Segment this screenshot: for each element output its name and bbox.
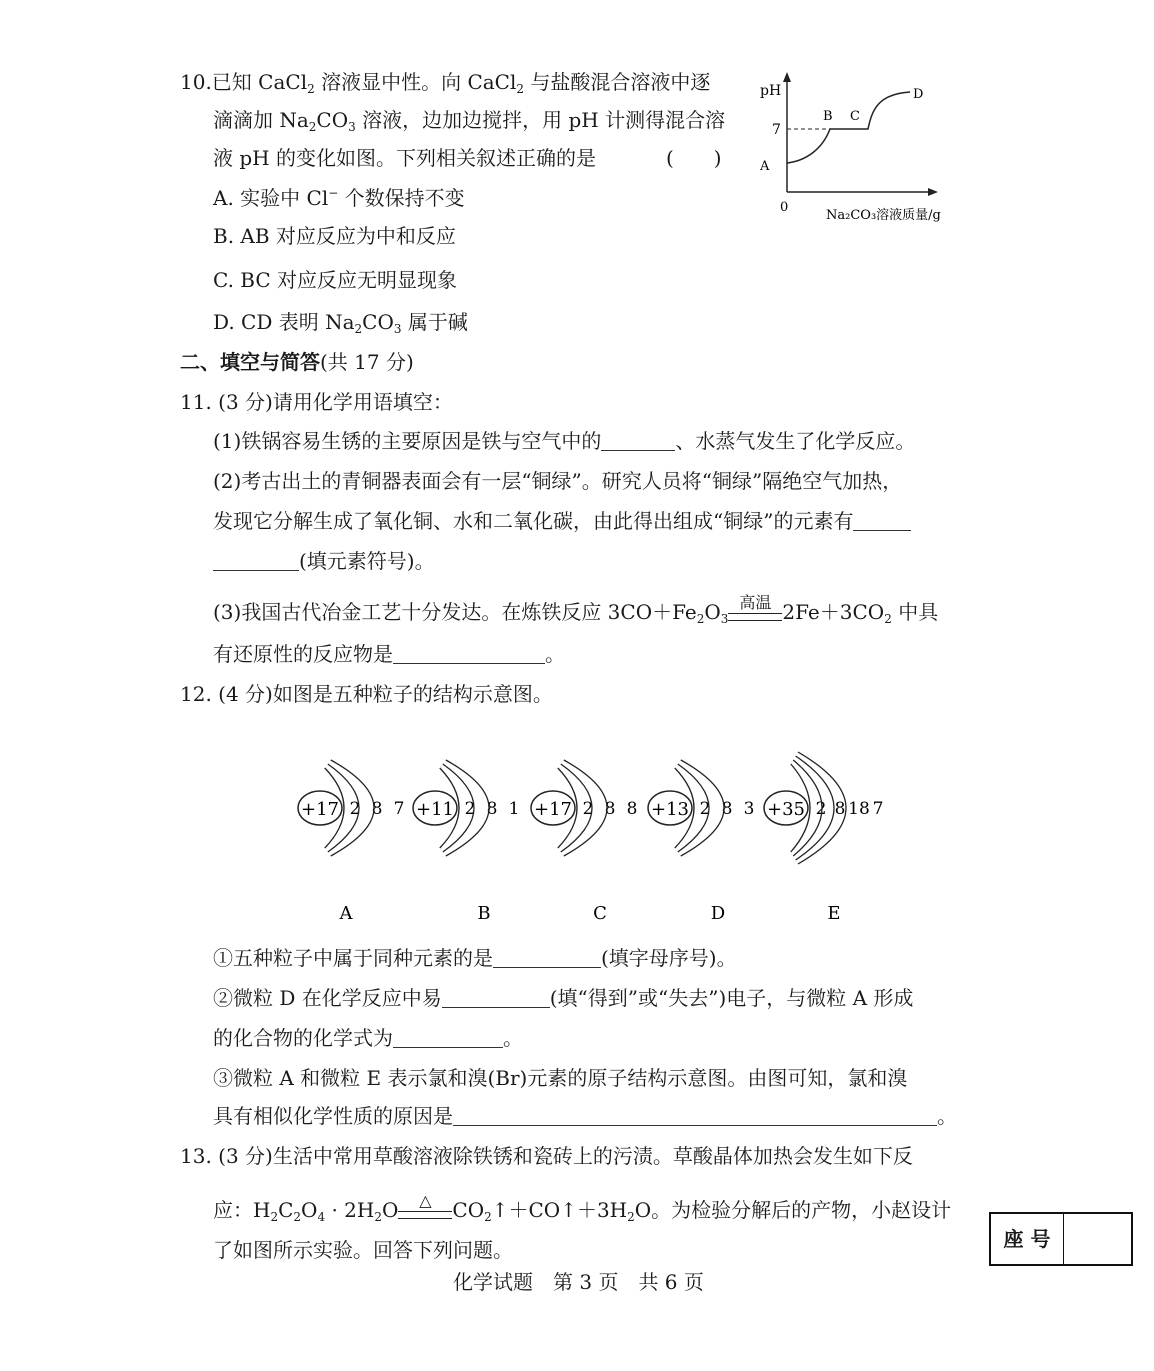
shell-electron-count: 2: [815, 799, 827, 819]
q11-p1: (1)铁锅容易生锈的主要原因是铁与空气中的 、水蒸气发生了化学反应。: [213, 429, 916, 453]
section-title: 二、填空与简答(共 17 分): [180, 350, 414, 374]
particle-b: [413, 760, 519, 924]
particle-label: E: [827, 903, 841, 924]
q11-p2-line3: (填元素符号)。: [213, 549, 435, 573]
ph-curve: [787, 92, 910, 163]
shell-electron-count: 7: [393, 799, 405, 819]
answer-blank[interactable]: [601, 430, 675, 451]
particle-label: B: [477, 903, 491, 924]
shell-electron-count: 8: [721, 799, 733, 819]
q13-line3: 了如图所示实验。回答下列问题。: [213, 1238, 513, 1262]
point-c-label: C: [850, 109, 860, 124]
q10-line2: 滴滴加 $Na_2CO_3$ 溶液，边加边搅拌，用 pH 计测得混合溶: [213, 108, 726, 134]
q13-line1: 13. (3 分)生活中常用草酸溶液除铁锈和瓷砖上的污渍。草酸晶体加热会发生如下反: [180, 1144, 913, 1168]
nucleus-charge: +35: [767, 799, 805, 820]
answer-paren: ( ): [666, 146, 722, 170]
seat-number-label: 座 号: [991, 1214, 1064, 1264]
shell-electron-count: 8: [604, 799, 616, 819]
option-a: A. 实验中 Cl− 个数保持不变: [213, 186, 465, 210]
answer-blank[interactable]: [493, 947, 601, 968]
seat-number-box: [989, 1212, 1133, 1266]
atomic-structure-diagrams: [290, 722, 910, 927]
particle-label: A: [339, 903, 353, 924]
shell-electron-count: 2: [464, 799, 476, 819]
q11-p3-line1: (3)我国古代冶金工艺十分发达。在炼铁反应 $3CO+Fe_2O_3$ 高温 $2Fe+3CO_2$ 中具: [213, 593, 939, 626]
ph7-label: 7: [772, 122, 781, 138]
q11-p2-line1: (2)考古出土的青铜器表面会有一层“铜绿”。研究人员将“铜绿”隔绝空气加热，: [213, 469, 903, 493]
q12-s3-line1: ③微粒 A 和微粒 E 表示氯和溴(Br)元素的原子结构示意图。由图可知，氯和溴: [213, 1066, 908, 1090]
option-b: B. AB 对应反应为中和反应: [213, 224, 456, 248]
q12-s3-line2: 具有相似化学性质的原因是 。: [213, 1104, 957, 1128]
reaction-condition-equals: △: [398, 1207, 452, 1219]
nucleus-charge: +11: [416, 799, 454, 820]
x-axis-label: Na₂CO₃溶液质量/g: [826, 208, 941, 223]
y-axis-label: pH: [760, 83, 782, 99]
point-a-label: A: [760, 159, 770, 174]
shell-electron-count: 7: [872, 799, 884, 819]
shell-electron-count: 3: [743, 799, 755, 819]
shell-electron-count: 8: [371, 799, 383, 819]
answer-blank[interactable]: [393, 1027, 503, 1048]
seat-number-field[interactable]: [1065, 1214, 1131, 1264]
shell-electron-count: 2: [349, 799, 361, 819]
y-axis-arrow: [783, 72, 791, 82]
q12-s2-line1: ②微粒 D 在化学反应中易 (填“得到”或“失去”)电子，与微粒 A 形成: [213, 986, 914, 1010]
shell-electron-count: 1: [508, 799, 520, 819]
nucleus-charge: +17: [534, 799, 572, 820]
shell-electron-count: 8: [486, 799, 498, 819]
shell-electron-count: 8: [626, 799, 638, 819]
q10-line3: 液 pH 的变化如图。下列相关叙述正确的是: [213, 146, 596, 170]
answer-blank[interactable]: [853, 510, 911, 531]
option-c: C. BC 对应反应无明显现象: [213, 268, 458, 292]
answer-blank[interactable]: [442, 987, 550, 1008]
particle-a: [298, 760, 404, 924]
q13-line2: 应：$H_2C_2O_4 \cdot 2H_2O$ △ $CO_2↑+CO↑+3H_2O$。为检验分解后的产物，小赵设计: [213, 1191, 952, 1224]
point-d-label: D: [913, 87, 924, 102]
nucleus-charge: +13: [651, 799, 689, 820]
shell-electron-count: 8: [834, 799, 846, 819]
q11-p3-line2: 有还原性的反应物是 。: [213, 642, 565, 666]
particle-e: [764, 752, 883, 924]
q11-head: 11. (3 分)请用化学用语填空：: [180, 390, 453, 414]
q12-s1: ①五种粒子中属于同种元素的是 (填字母序号)。: [213, 946, 737, 970]
point-b-label: B: [823, 109, 833, 124]
q10-line1: 10.已知 CaCl$_2$ 溶液显中性。向 CaCl$_2$ 与盐酸混合溶液中逐: [180, 70, 711, 96]
q11-p2-line2: 发现它分解生成了氧化铜、水和二氧化碳，由此得出组成“铜绿”的元素有: [213, 509, 911, 533]
shell-electron-count: 2: [582, 799, 594, 819]
particle-label: D: [710, 903, 726, 924]
page-footer: 化学试题 第 3 页 共 6 页: [453, 1270, 704, 1294]
particle-c: [531, 760, 637, 924]
reaction-condition-equals: 高温: [728, 609, 782, 621]
option-d: D. CD 表明 $Na_2CO_3$ 属于碱: [213, 310, 468, 336]
shell-electron-count: 2: [699, 799, 711, 819]
shell-electron-count: 18: [848, 799, 870, 819]
x-axis-arrow: [928, 188, 938, 196]
nucleus-charge: +17: [301, 799, 339, 820]
q12-s2-line2: 的化合物的化学式为 。: [213, 1026, 523, 1050]
origin-label: 0: [780, 200, 789, 215]
answer-blank[interactable]: [453, 1105, 937, 1126]
ph-graph: [750, 66, 970, 230]
answer-blank[interactable]: [213, 550, 299, 571]
answer-blank[interactable]: [393, 643, 545, 664]
q12-head: 12. (4 分)如图是五种粒子的结构示意图。: [180, 682, 553, 706]
particle-label: C: [593, 903, 607, 924]
particle-d: [648, 760, 754, 924]
